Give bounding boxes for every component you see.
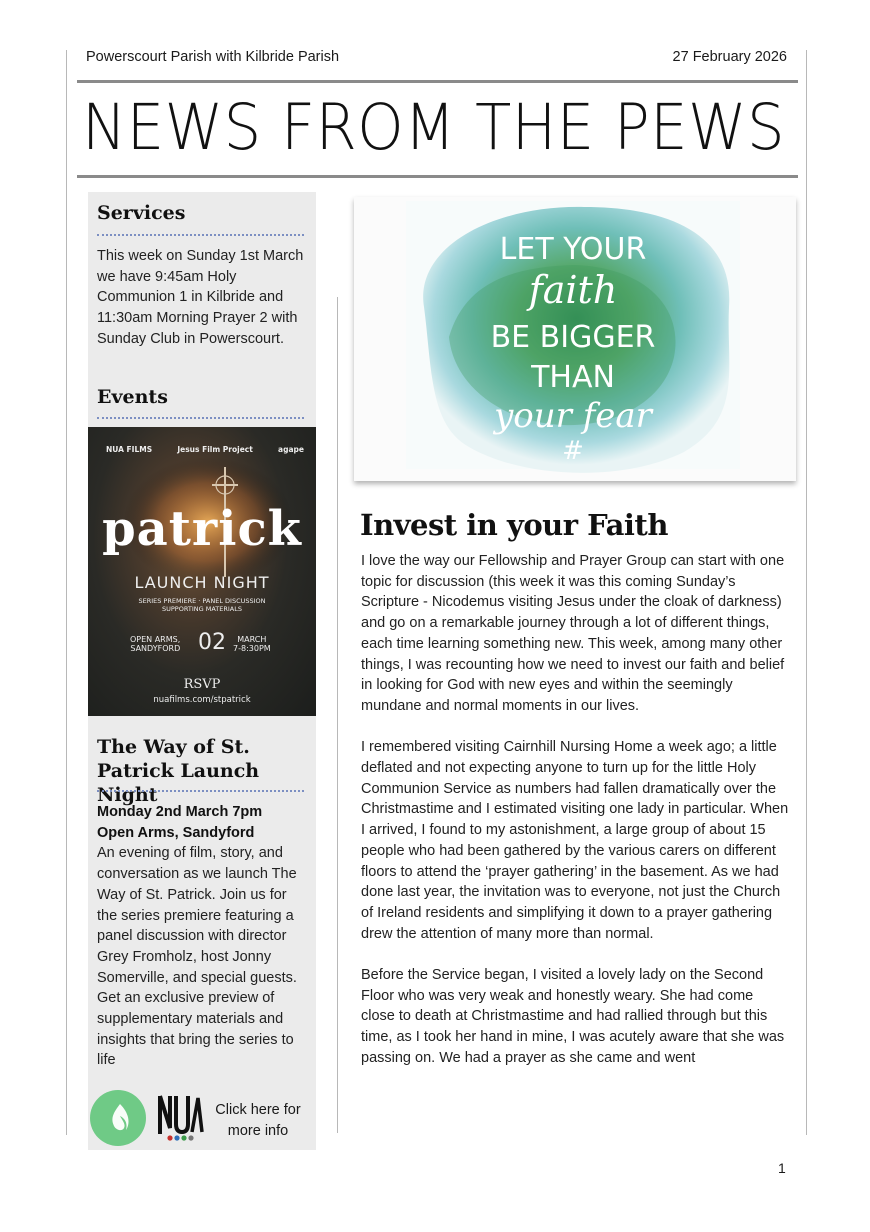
issue-date: 27 February 2026 — [672, 49, 787, 65]
poster-month: MARCH — [237, 635, 267, 644]
article-paragraph-3: Before the Service began, I visited a lovely lady on the Second Floor who was very weak and honestly weary. She had come close to death at Christmastime and had rallied through but this time, as I took her hand in mine, I was acutely aware that she was passing on. We had a prayer as she came and went — [361, 967, 785, 1066]
event-poster[interactable] — [88, 427, 316, 716]
services-heading: Services — [97, 202, 186, 224]
poster-tagline — [88, 597, 316, 613]
image-text-line1: LET YOUR — [499, 232, 647, 267]
poster-logo-jesus-film: Jesus Film Project — [177, 445, 253, 454]
watercolor-artwork — [354, 197, 796, 481]
article-title: Invest in your Faith — [360, 508, 668, 542]
poster-month-time — [233, 635, 271, 653]
masthead-title: NEWS FROM THE PEWS — [82, 91, 786, 164]
poster-tagline-2: SUPPORTING MATERIALS — [162, 605, 242, 613]
article-paragraph-1: I love the way our Fellowship and Prayer Group can start with one topic for discussion (this week it was this coming Sunday’s Scripture - Nicodemus visiting Jesus under the cloak of darkness) and go on a remarkable journey through a lot of different things, each time learning something new. This week, among many other things, I was recounting how we need to invest our faith and belief in looking for God with new eyes and within the seemingly mundane and normal moments in our lives. — [361, 553, 785, 714]
poster-subtitle: LAUNCH NIGHT — [134, 573, 270, 592]
poster-rsvp: RSVP — [183, 677, 221, 692]
poster-logo-agape: agape — [278, 445, 304, 454]
page-number: 1 — [778, 1160, 786, 1176]
image-text-line4: THAN — [531, 360, 615, 395]
nua-films-logo-icon[interactable] — [156, 1088, 204, 1144]
poster-time: 7-8:30PM — [233, 644, 271, 653]
events-heading: Events — [97, 386, 168, 408]
services-divider — [97, 234, 304, 236]
poster-logos — [106, 445, 304, 454]
image-text-line3: BE BIGGER — [490, 320, 656, 355]
event-divider — [97, 790, 304, 792]
event-details — [97, 802, 307, 1071]
event-where: Open Arms, Sandyford — [97, 824, 255, 841]
event-description: An evening of film, story, and conversation as we launch The Way of St. Patrick. Join us for the series premiere featuring a panel discussion with director Grey Fromholz, host Jonny Somerville, and special guests. Get an exclusive preview of supplementary materials and insights that bring the series to life — [97, 845, 297, 1069]
sidebar — [88, 192, 316, 1150]
services-text: This week on Sunday 1st March we have 9:45am Holy Communion 1 in Kilbride and 11:30am Morning Prayer 2 with Sunday Club in Powerscourt. — [97, 248, 304, 347]
poster-venue-2: SANDYFORD — [130, 644, 181, 653]
article-body — [361, 551, 791, 1089]
column-divider — [337, 297, 338, 1133]
image-text-line2: faith — [528, 268, 618, 312]
poster-tagline-1: SERIES PREMIERE · PANEL DISCUSSION — [138, 597, 266, 605]
poster-venue — [130, 635, 180, 653]
poster-venue-1: OPEN ARMS, — [130, 635, 181, 644]
header-rule-bottom — [77, 175, 798, 178]
image-text-line5: your fear — [494, 396, 652, 436]
page-left-border — [66, 50, 67, 1135]
poster-title: patrick — [102, 501, 302, 557]
green-logo-icon[interactable] — [90, 1090, 146, 1146]
event-title: The Way of St. Patrick Launch Night — [97, 736, 260, 806]
page-right-border — [806, 50, 807, 1135]
header-rule-top — [77, 80, 798, 83]
more-info-link[interactable]: Click here for more info — [215, 1102, 301, 1139]
image-text-line6: # — [562, 436, 584, 466]
poster-cross-staff — [88, 427, 316, 716]
events-divider — [97, 417, 304, 419]
parish-name: Powerscourt Parish with Kilbride Parish — [86, 49, 340, 65]
poster-url: nuafilms.com/stpatrick — [153, 695, 251, 705]
faith-quote-image — [354, 197, 796, 481]
poster-logo-nua: NUA FILMS — [106, 445, 153, 454]
article-paragraph-2: I remembered visiting Cairnhill Nursing Home a week ago; a little deflated and not expecting anyone to turn up for the little Holy Communion Service as numbers had fallen dramatically over the Christmastime and I estimated visiting one lady in particular. When I arrived, I found to my astonishment, a large group of about 15 people who had been gathered by the various carers on different floors to attend the ‘prayer gathering’ in the basement. As we had done last year, the invitation was to everyone, not just the Church of Ireland residents and simplifying it down to a prayer gathering drew the attention of many more than normal. — [361, 739, 789, 942]
event-when: Monday 2nd March 7pm — [97, 804, 263, 820]
poster-day: 02 — [198, 630, 226, 655]
